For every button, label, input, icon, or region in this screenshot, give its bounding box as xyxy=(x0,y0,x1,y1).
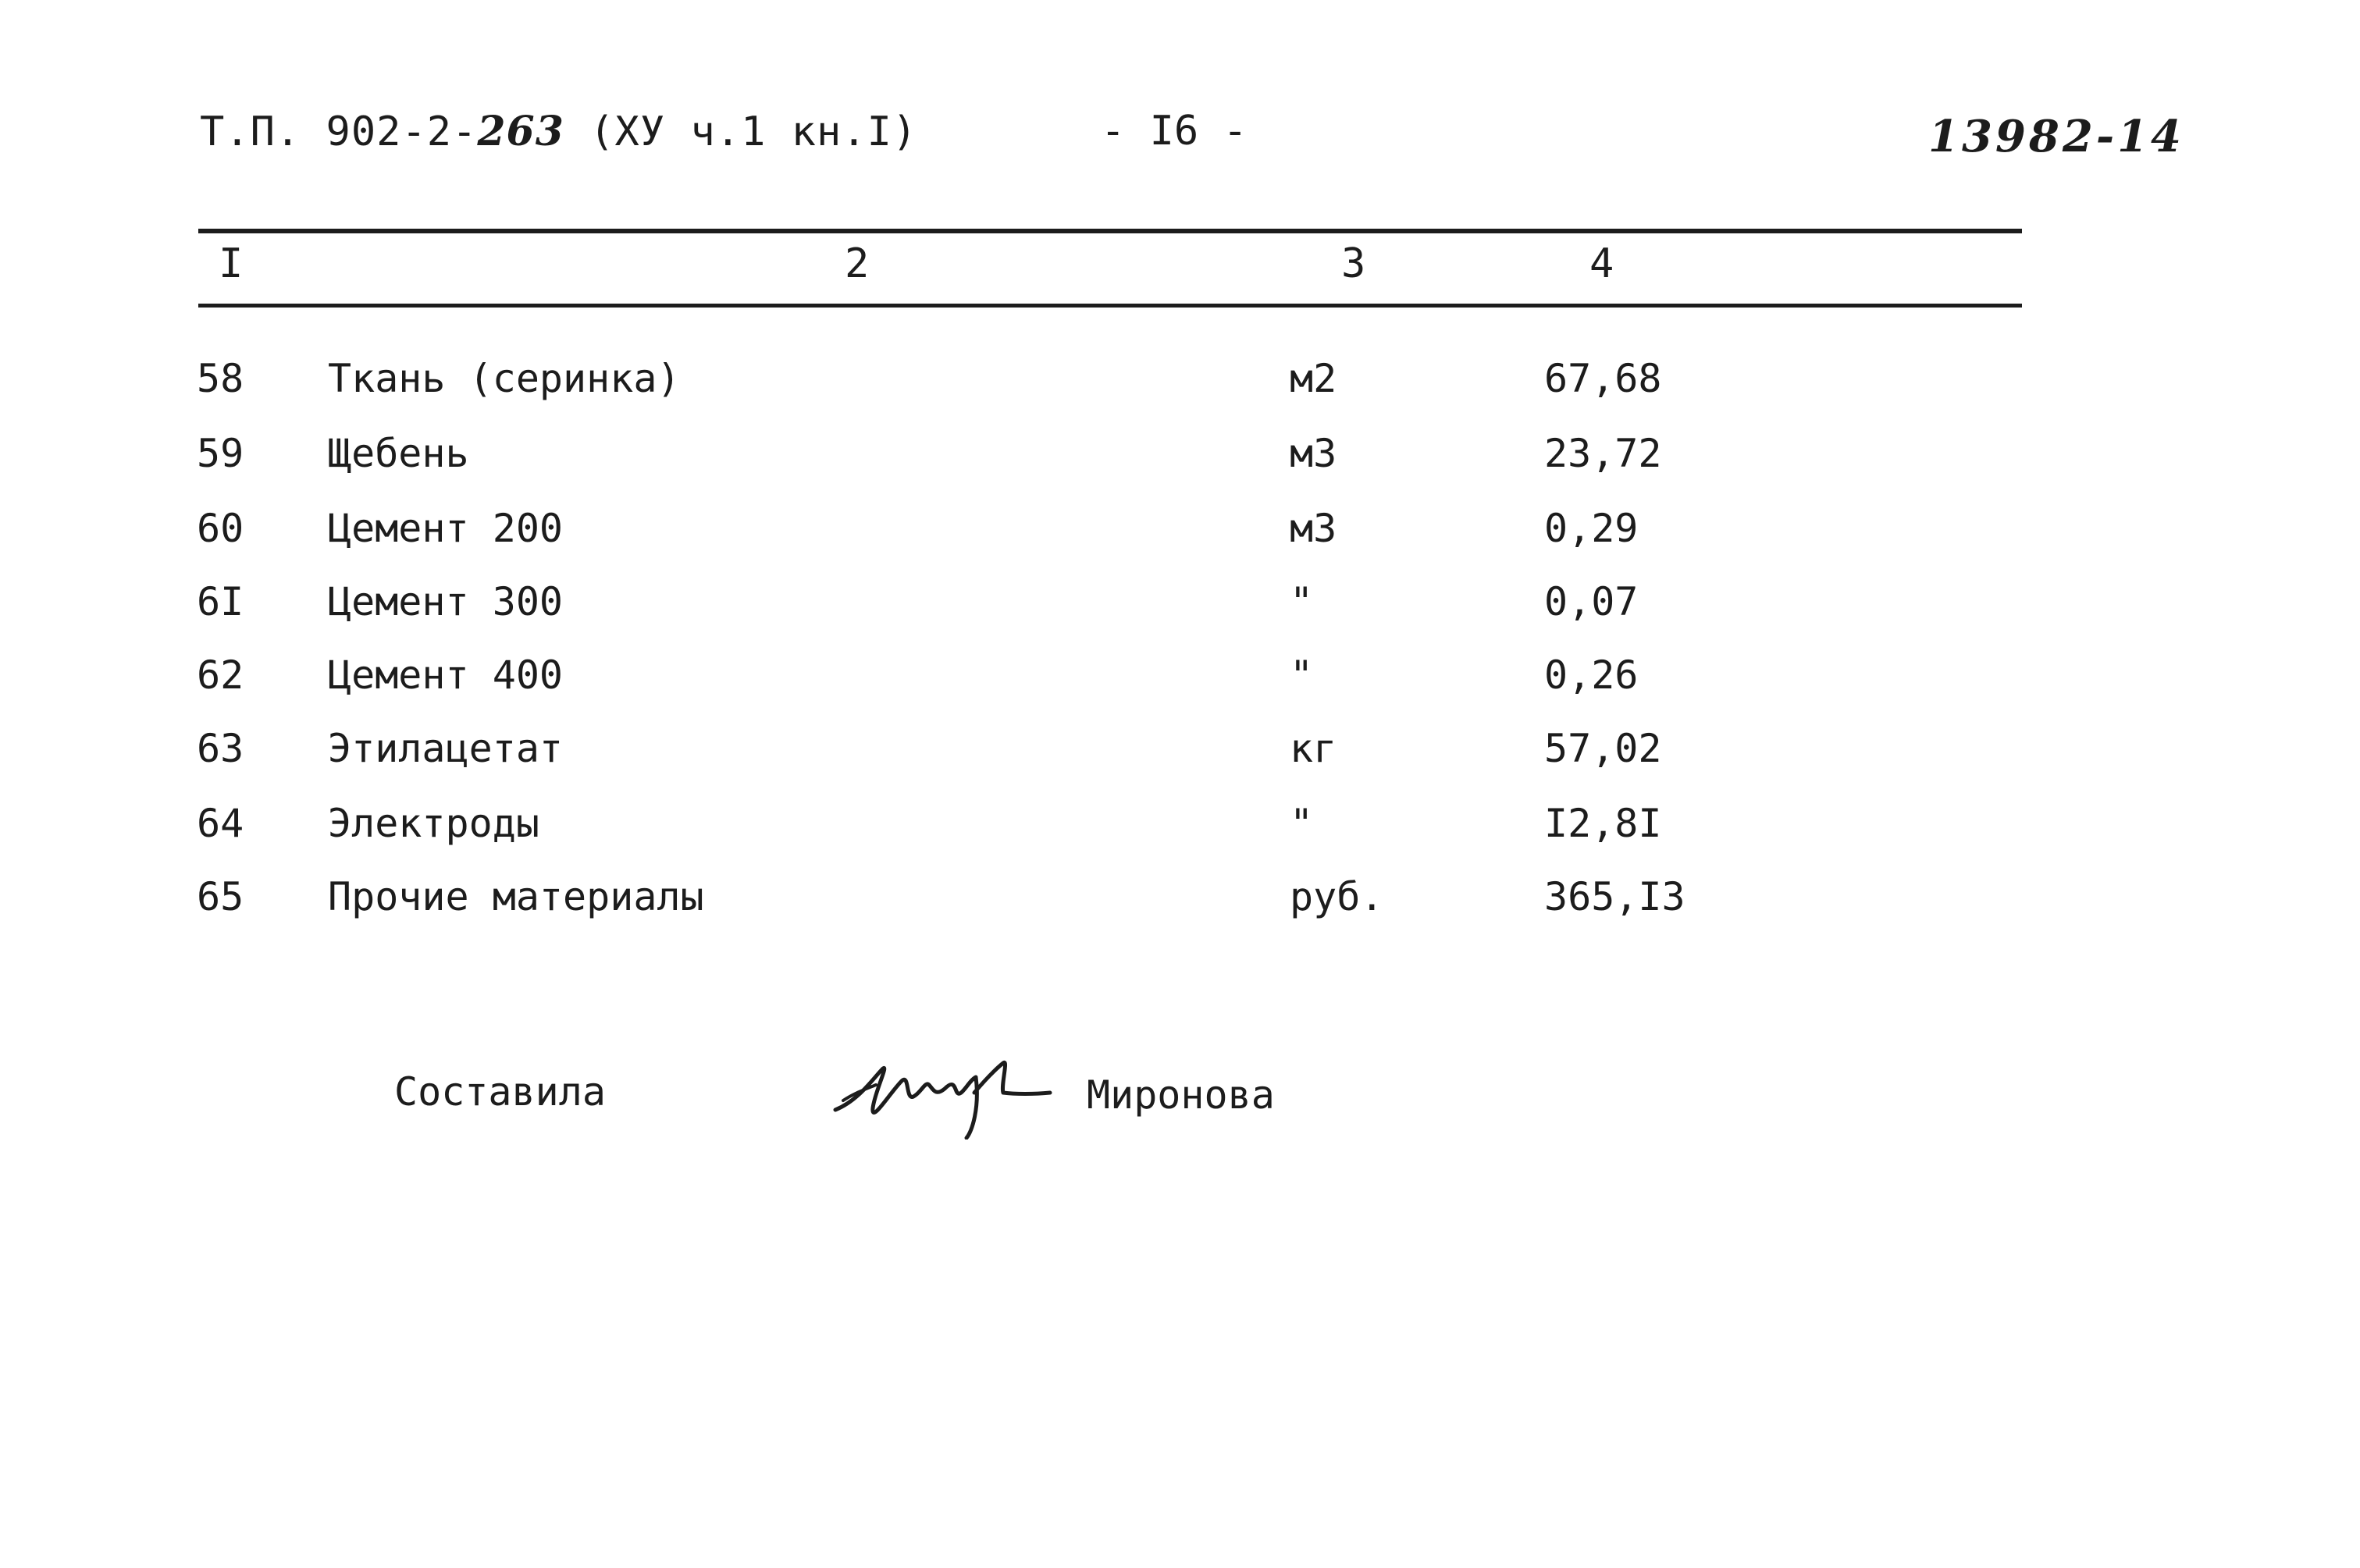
quantity: 23,72 xyxy=(1544,431,1662,476)
unit: м2 xyxy=(1290,356,1337,401)
material-name: Цемент 300 xyxy=(328,579,564,624)
page-number: - I6 - xyxy=(1101,108,1248,155)
table-row xyxy=(0,506,2360,576)
material-name: Щебень xyxy=(328,431,469,476)
table-row xyxy=(0,652,2360,723)
row-number: 64 xyxy=(197,801,244,846)
doc-ref-handwritten-number: 263 xyxy=(477,108,564,155)
row-number: 63 xyxy=(197,726,244,771)
row-number: 59 xyxy=(197,431,244,476)
table-row xyxy=(0,874,2360,944)
unit: " xyxy=(1290,801,1314,846)
unit: м3 xyxy=(1290,506,1337,551)
unit: м3 xyxy=(1290,431,1337,476)
unit: руб. xyxy=(1290,874,1384,919)
table-header-rule xyxy=(198,304,2022,308)
row-number: 6I xyxy=(197,579,244,624)
quantity: 365,I3 xyxy=(1544,874,1685,919)
row-number: 62 xyxy=(197,652,244,698)
column-number-3: 3 xyxy=(1341,240,1366,287)
table-row xyxy=(0,726,2360,796)
document-reference xyxy=(200,108,917,155)
archive-number: 13982-14 xyxy=(1928,111,2184,162)
material-name: Прочие материалы xyxy=(328,874,704,919)
row-number: 65 xyxy=(197,874,244,919)
quantity: 0,29 xyxy=(1544,506,1639,551)
table-row xyxy=(0,579,2360,649)
quantity: 0,26 xyxy=(1544,652,1639,698)
signer-name: Миронова xyxy=(1087,1072,1275,1118)
compiled-by-label: Составила xyxy=(394,1069,606,1115)
table-row xyxy=(0,356,2360,426)
doc-ref-suffix: (ХУ ч.1 кн.I) xyxy=(564,108,918,155)
quantity: 57,02 xyxy=(1544,726,1662,771)
quantity: I2,8I xyxy=(1544,801,1662,846)
table-row xyxy=(0,801,2360,871)
column-number-2: 2 xyxy=(845,240,870,287)
table-row xyxy=(0,431,2360,501)
material-name: Этилацетат xyxy=(328,726,564,771)
material-name: Цемент 400 xyxy=(328,652,564,698)
unit: кг xyxy=(1290,726,1337,771)
quantity: 0,07 xyxy=(1544,579,1639,624)
table-top-rule xyxy=(198,229,2022,233)
handwritten-signature xyxy=(828,1046,1054,1140)
column-number-4: 4 xyxy=(1589,240,1614,287)
column-number-1: I xyxy=(219,240,244,287)
row-number: 58 xyxy=(197,356,244,401)
unit: " xyxy=(1290,652,1314,698)
quantity: 67,68 xyxy=(1544,356,1662,401)
material-name: Ткань (серинка) xyxy=(328,356,681,401)
material-name: Электроды xyxy=(328,801,539,846)
row-number: 60 xyxy=(197,506,244,551)
doc-ref-prefix: Т.П. 902-2- xyxy=(200,108,478,155)
material-name: Цемент 200 xyxy=(328,506,564,551)
unit: " xyxy=(1290,579,1314,624)
